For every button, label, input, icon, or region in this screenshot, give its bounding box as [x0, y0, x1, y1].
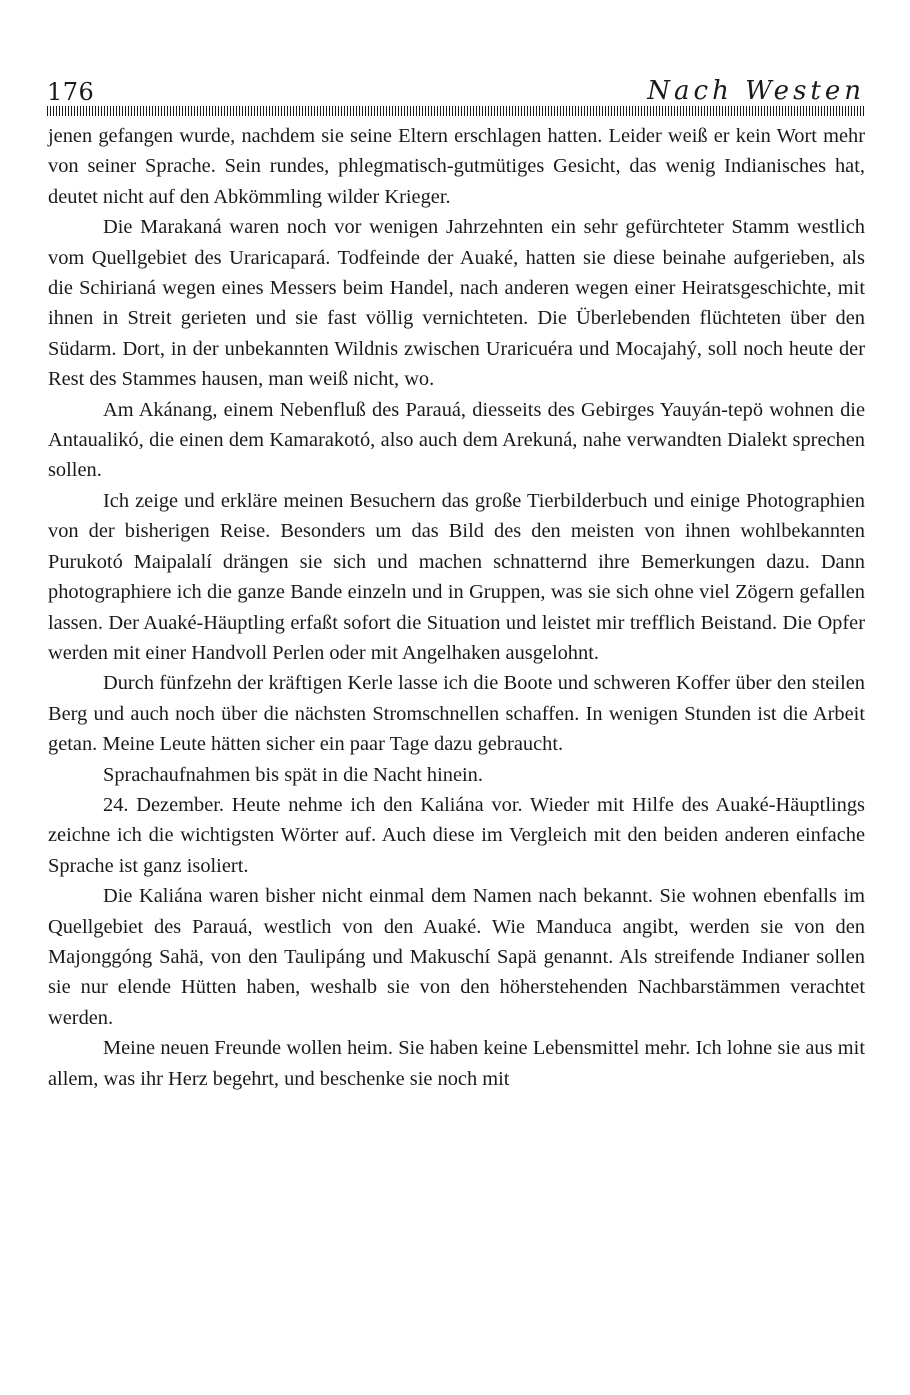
- paragraph: Ich zeige und erkläre meinen Besuchern das große Tierbilderbuch und einige Photographien von der bisherigen Reise. Besonders um das Bild des den meisten von ihnen wohlbekannten Purukotó Maipalalí drängen sie sich und machen schnatternd ihre Bemerkungen dazu. Dann photographiere ich die ganze Bande einzeln und in Gruppen, was sie sich ohne viel Zögern gefallen lassen. Der Auaké-Häuptling erfaßt sofort die Situation und leistet mir trefflich Beistand. Die Opfer werden mit einer Handvoll Perlen oder mit Angelhaken ausgelohnt.: [48, 489, 865, 664]
- paragraph: Durch fünfzehn der kräftigen Kerle lasse ich die Boote und schweren Koffer über den steilen Berg und auch noch über die nächsten Stromschnellen schaffen. In wenigen Stunden ist die Arbeit getan. Meine Leute hätten sicher ein paar Tage dazu gebraucht.: [48, 672, 865, 756]
- paragraph: Meine neuen Freunde wollen heim. Sie haben keine Lebensmittel mehr. Ich lohne sie aus mit allem, was ihr Herz begehrt, und beschenke sie noch mit: [48, 1037, 865, 1090]
- page-number: 176: [47, 78, 95, 106]
- paragraph: Sprachaufnahmen bis spät in die Nacht hinein.: [103, 763, 483, 786]
- paragraph: Am Akánang, einem Nebenfluß des Parauá, diesseits des Gebirges Yauyán-tepö wohnen die Antaualikó, die einen dem Kamarakotó, also auch dem Arekuná, nahe verwandten Dialekt sprechen sollen.: [48, 398, 865, 482]
- running-head: Nach Westen: [647, 76, 865, 106]
- body-text: [48, 121, 865, 1094]
- paragraph: jenen gefangen wurde, nachdem sie seine Eltern erschlagen hatten. Leider weiß er kein Wort mehr von seiner Sprache. Sein rundes, phlegmatisch-gutmütiges Gesicht, das wenig Indianisches hat, deutet nicht auf den Abkömmling wilder Krieger.: [48, 125, 865, 208]
- paragraph: Die Marakaná waren noch vor wenigen Jahrzehnten ein sehr gefürchteter Stamm westlich vom Quellgebiet des Uraricapará. Todfeinde der Auaké, hatten sie diese beinahe aufgerieben, als die Schirianá wegen eines Messers beim Handel, nach anderen wegen einer Heiratsgeschichte, mit ihnen in Streit gerieten und sie fast völlig vernichteten. Die Überlebenden flüchteten über den Südarm. Dort, in der unbekannten Wildnis zwischen Uraricuéra und Mocajahý, soll noch heute der Rest des Stammes hausen, man weiß nicht, wo.: [48, 216, 865, 391]
- page-header: [47, 70, 865, 104]
- paragraph: 24. Dezember. Heute nehme ich den Kaliána vor. Wieder mit Hilfe des Auaké-Häuptlings zeichne ich die wichtigsten Wörter auf. Auch diese im Vergleich mit den beiden anderen einfache Sprache ist ganz isoliert.: [48, 793, 865, 877]
- paragraph: Die Kaliána waren bisher nicht einmal dem Namen nach bekannt. Sie wohnen ebenfalls im Quellgebiet des Parauá, westlich von den Auaké. Wie Manduca angibt, werden sie von den Majonggóng Sahä, von den Taulipáng und Makuschí Sapä genannt. Als streifende Indianer sollen sie nur elende Hütten haben, weshalb sie von den höherstehenden Nachbarstämmen verachtet werden.: [48, 885, 865, 1029]
- header-rule: [47, 106, 865, 116]
